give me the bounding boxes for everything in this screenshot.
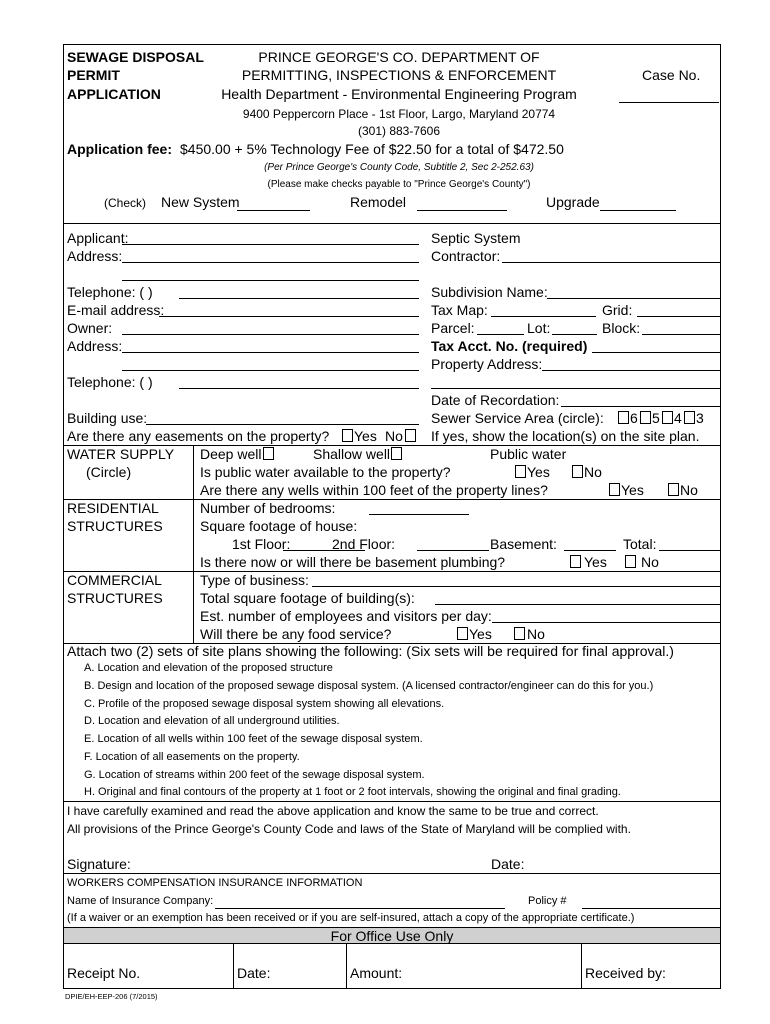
commercial-title: COMMERCIAL [67,572,162,588]
new-system-label: New System [161,194,240,210]
sewer-area-label: Sewer Service Area (circle): [431,410,604,426]
application-fee-amount: $450.00 + 5% Technology Fee of $22.50 for a total of $472.50 [180,141,564,157]
owner-address-field[interactable] [122,352,419,353]
deep-well-checkbox[interactable] [263,447,274,460]
property-address-field[interactable] [542,370,720,371]
basement-field[interactable] [564,550,616,551]
sewer-area-4-checkbox[interactable] [662,411,673,424]
received-by-label: Received by: [585,965,666,981]
lot-field[interactable] [552,334,597,335]
contractor-field[interactable] [502,262,720,263]
wells-yes-checkbox[interactable] [609,483,620,496]
grid-label: Grid: [602,302,633,318]
workers-comp-title: WORKERS COMPENSATION INSURANCE INFORMATION [67,877,363,889]
address-field[interactable] [122,262,419,263]
public-water-option[interactable]: Public water [490,446,567,462]
applicant-field[interactable] [122,244,419,245]
second-floor-label: 2nd Floor: [332,536,396,552]
bedrooms-label: Number of bedrooms: [200,500,336,516]
wells-yes-label: Yes [621,482,644,498]
plumbing-no-label: No [641,554,659,570]
residential-title: RESIDENTIAL [67,500,159,516]
easements-yes-checkbox[interactable] [342,429,353,442]
basement-label: Basement: [490,536,557,552]
employees-field[interactable] [492,622,720,623]
easements-no-label: No [385,428,403,444]
basement-plumbing-question: Is there now or will there be basement plumbing? [200,554,506,570]
email-field[interactable] [159,316,419,317]
subdivision-field[interactable] [547,298,720,299]
wells-question: Are there any wells within 100 feet of the property lines? [200,482,548,498]
tax-account-label: Tax Acct. No. (required) [431,338,588,354]
owner-label: Owner: [67,320,113,336]
divider [64,499,720,500]
sewer-area-3-checkbox[interactable] [684,411,695,424]
form-title-line1: SEWAGE DISPOSAL [67,49,204,65]
office-column-divider [346,944,347,989]
owner-address-label: Address: [67,338,123,354]
wells-no-checkbox[interactable] [668,483,679,496]
policy-field[interactable] [582,908,720,909]
public-water-no-checkbox[interactable] [572,465,583,478]
block-label: Block: [602,320,641,336]
signature-date-label: Date: [491,856,525,872]
office-column-divider [233,944,234,989]
certification-line2: All provisions of the Prince George's County Code and laws of the State of Maryland will be complied with. [67,822,631,836]
commercial-title-line2: STRUCTURES [67,590,163,606]
easements-question: Are there any easements on the property? [67,428,330,444]
total-square-footage-field[interactable] [435,604,720,605]
public-water-no-label: No [584,464,602,480]
owner-telephone-label: Telephone: ( ) [67,374,153,390]
sewage-permit-form [63,44,721,989]
office-column-divider [581,944,582,989]
upgrade-label: Upgrade [546,194,600,210]
business-type-field[interactable] [312,586,720,587]
first-floor-label: 1st Floor: [232,536,291,552]
residential-title-line2: STRUCTURES [67,518,163,534]
shallow-well-checkbox[interactable] [391,447,402,460]
office-use-title: For Office Use Only [330,928,454,944]
telephone-field[interactable] [179,298,419,299]
telephone-label: Telephone: ( ) [67,284,153,300]
easement-location-note: If yes, show the location(s) on the site plan. [431,428,700,444]
easements-no-checkbox[interactable] [405,429,416,442]
parcel-label: Parcel: [431,320,475,336]
certification-line1: I have carefully examined and read the above application and know the same to be true and correct. [67,804,599,818]
divider [64,571,720,572]
total-field[interactable] [659,550,720,551]
water-supply-title: WATER SUPPLY [67,446,175,462]
section-column-divider [193,445,194,643]
shallow-well-option[interactable]: Shallow well [313,446,391,462]
address-field-line2[interactable] [122,280,419,281]
policy-label: Policy # [528,895,567,907]
wells-no-label: No [680,482,698,498]
food-service-yes-checkbox[interactable] [457,627,468,640]
plumbing-yes-checkbox[interactable] [570,555,581,568]
sewer-area-5-checkbox[interactable] [640,411,651,424]
sewer-area-4: 4 [674,410,682,426]
plumbing-no-checkbox[interactable] [625,555,636,568]
upgrade-field[interactable] [600,210,676,211]
lot-label: Lot: [527,320,551,336]
program-name: Health Department - Environmental Engineering Program [221,86,577,102]
form-title-line3: APPLICATION [67,86,161,102]
address-label: Address: [67,248,123,264]
sewer-area-5: 5 [652,410,660,426]
department-phone: (301) 883-7606 [357,124,441,138]
second-floor-field[interactable] [417,550,489,551]
site-plan-item: F. Location of all easements on the property. [84,751,300,763]
parcel-field[interactable] [477,334,524,335]
site-plan-item: G. Location of streams within 200 feet of the sewage disposal system. [84,769,425,781]
owner-address-field-line2[interactable] [122,370,419,371]
insurance-company-field[interactable] [215,908,505,909]
sewer-area-3: 3 [696,410,704,426]
email-label: E-mail address: [67,302,165,318]
plumbing-yes-label: Yes [584,554,607,570]
new-system-field[interactable] [237,210,310,211]
employees-label: Est. number of employees and visitors per day: [200,608,492,624]
square-footage-label: Square footage of house: [200,518,358,534]
grid-field[interactable] [637,316,720,317]
deep-well-option[interactable]: Deep well [200,446,262,462]
department-address: 9400 Peppercorn Place - 1st Floor, Largo, Maryland 20774 [242,107,556,121]
bedrooms-field[interactable] [369,514,469,515]
site-plan-item: D. Location and elevation of all underground utilities. [84,715,340,727]
food-service-yes-label: Yes [469,626,492,642]
septic-system-label: Septic System [431,230,521,246]
office-use-banner [64,927,720,944]
food-service-no-label: No [527,626,545,642]
applicant-label: Applicant: [67,230,129,246]
site-plan-item: A. Location and elevation of the proposed structure [84,662,333,674]
case-number-label: Case No. [642,67,701,83]
office-date-label: Date: [237,965,271,981]
divider [64,223,720,224]
total-square-footage-label: Total square footage of building(s): [200,590,415,606]
tax-account-field[interactable] [592,352,720,353]
block-field[interactable] [642,334,720,335]
insurance-company-label: Name of Insurance Company: [67,895,214,907]
payable-note: (Please make checks payable to "Prince George's County") [267,179,531,190]
public-water-yes-label: Yes [527,464,550,480]
divider [64,873,720,874]
application-fee-label: Application fee: [67,141,173,157]
property-address-field-line2[interactable] [431,388,720,389]
divider [64,801,720,802]
building-use-label: Building use: [67,410,148,426]
site-plan-item: H. Original and final contours of the property at 1 foot or 2 foot intervals, showing the original and final grading. [84,786,621,798]
public-water-question: Is public water available to the property? [200,464,451,480]
public-water-yes-checkbox[interactable] [515,465,526,478]
total-label: Total: [623,536,657,552]
workers-comp-note: (If a waiver or an exemption has been received or if you are self-insured, attach a copy of the appropriate certificate.) [67,912,635,924]
case-number-field[interactable] [619,102,719,103]
remodel-field[interactable] [417,210,507,211]
tax-map-label: Tax Map: [431,302,488,318]
sewer-area-6: 6 [630,410,638,426]
building-use-field[interactable] [146,424,419,425]
recordation-date-label: Date of Recordation: [431,392,560,408]
contractor-label: Contractor: [431,248,501,264]
water-supply-circle-note: (Circle) [86,464,132,480]
remodel-label: Remodel [350,194,407,210]
site-plan-item: E. Location of all wells within 100 feet of the sewage disposal system. [84,733,423,745]
owner-telephone-field[interactable] [179,388,419,389]
business-type-label: Type of business: [200,572,309,588]
food-service-no-checkbox[interactable] [514,627,525,640]
tax-map-field[interactable] [491,316,596,317]
owner-field[interactable] [122,334,419,335]
sewer-area-6-checkbox[interactable] [618,411,629,424]
site-plans-heading: Attach two (2) sets of site plans showing the following: (Six sets will be required for final approval.) [67,643,674,659]
form-title-line2: PERMIT [67,67,120,83]
signature-label: Signature: [67,856,131,872]
amount-label: Amount: [350,965,403,981]
check-label: (Check) [104,196,147,210]
easements-yes-label: Yes [354,428,377,444]
food-service-question: Will there be any food service? [200,626,392,642]
site-plan-item: C. Profile of the proposed sewage disposal system showing all elevations. [84,698,445,710]
department-name: PRINCE GEORGE'S CO. DEPARTMENT OF [258,49,540,65]
department-division: PERMITTING, INSPECTIONS & ENFORCEMENT [241,67,557,83]
subdivision-label: Subdivision Name: [431,284,548,300]
county-code-note: (Per Prince George's County Code, Subtitle 2, Sec 2-252.63) [264,162,534,173]
recordation-date-field[interactable] [561,406,720,407]
receipt-number-label: Receipt No. [67,965,141,981]
site-plan-item: B. Design and location of the proposed sewage disposal system. (A licensed contractor/engineer can do this for you.) [84,680,654,692]
form-identifier: DPIE/EH-EEP-206 (7/2015) [65,992,158,1001]
property-address-label: Property Address: [431,356,543,372]
